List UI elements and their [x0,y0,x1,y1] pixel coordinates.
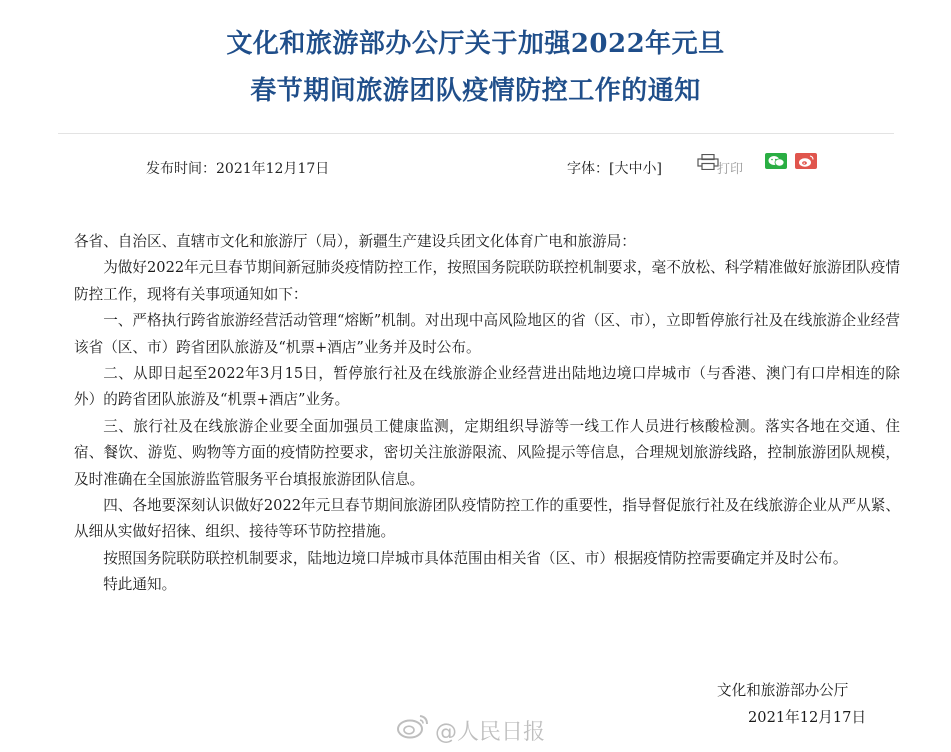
font-size-control [567,160,662,178]
publish-date: 发布时间：2021年12月17日 [146,161,330,177]
notice-title-line-1: 文化和旅游部办公厅关于加强2022年元旦 [226,29,725,59]
closing-paragraph: 特此通知。 [103,576,177,594]
item-1-paragraph: 一、严格执行跨省旅游经营活动管理“熔断”机制。对出现中高风险地区的省（区、市），立即暂停旅行社及在线旅游企业经营该省（区、市）跨省团队旅游及“机票+酒店”业务并及时公布。 [74,312,900,356]
title-divider [58,133,894,134]
weibo-logo-icon [395,711,431,741]
watermark-text: @人民日报 [435,720,546,745]
salutation-paragraph: 各省、自治区、直辖市文化和旅游厅（局），新疆生产建设兵团文化体育广电和旅游局： [74,233,636,250]
weibo-share-button[interactable] [795,153,817,169]
print-label: 打印 [717,162,744,177]
notice-title-line-2: 春节期间旅游团队疫情防控工作的通知 [250,76,701,106]
font-size-bracket-close: ] [656,161,662,177]
item-3-paragraph: 三、旅行社及在线旅游企业要全面加强员工健康监测，定期组织导游等一线工作人员进行核酸检测。落实各地在交通、住宿、餐饮、游览、购物等方面的疫情防控要求，密切关注旅游限流、风险提示等信息，合理规划旅游线路，控制旅游团队规模，及时准确在全国旅游监管服务平台填报旅游团队信息。 [74,417,900,488]
font-size-bracket-open: [ [609,161,615,177]
signature-date: 2021年12月17日 [748,709,867,726]
item-4-paragraph: 四、各地要深刻认识做好2022年元旦春节期间旅游团队疫情防控工作的重要性，指导督促旅行社及在线旅游企业从严从紧、从细从实做好招徕、组织、接待等环节防控措施。 [74,497,900,541]
font-size-large-button[interactable]: 大 [614,161,629,177]
item-2-paragraph: 二、从即日起至2022年3月15日，暂停旅行社及在线旅游企业经营进出陆地边境口岸城市（与香港、澳门有口岸相连的除外）的跨省团队旅游及“机票+酒店”业务。 [74,365,900,409]
wechat-share-button[interactable] [765,153,787,169]
notice-body [74,229,900,599]
wechat-icon [765,153,787,169]
printer-icon [697,154,719,170]
intro-paragraph: 为做好2022年元旦春节期间新冠肺炎疫情防控工作，按照国务院联防联控机制要求，毫不放松、科学精准做好旅游团队疫情防控工作，现将有关事项通知如下： [74,259,900,303]
weibo-icon [795,153,817,169]
signature-org: 文化和旅游部办公厅 [717,682,849,699]
font-size-label: 字体： [567,161,609,177]
border-cities-paragraph: 按照国务院联防联控机制要求，陆地边境口岸城市具体范围由相关省（区、市）根据疫情防控需要确定并及时公布。 [103,549,848,567]
font-size-medium-button[interactable]: 中 [628,161,643,177]
font-size-small-button[interactable]: 小 [642,161,657,177]
